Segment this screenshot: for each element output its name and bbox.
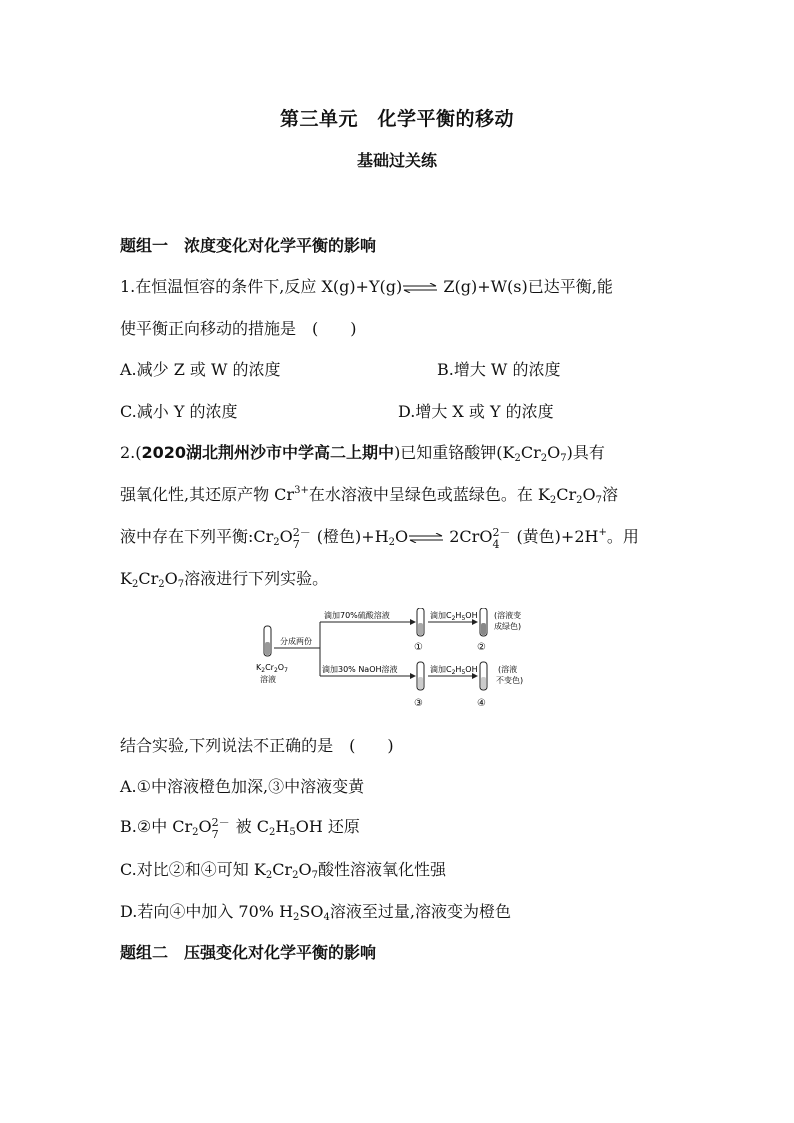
start-solution-label-a: $K_2Cr_2O_7$ [256,663,288,674]
q1-option-c: C.减小 Y 的浓度 [120,402,238,421]
q2-stem-after: 结合实验,下列说法不正确的是 ( ) [120,736,394,755]
q2-option-b: B.②中 $Cr_2O$ 2－ 7 被 $C_2H_5OH$ 还原 [120,815,360,841]
top-reagent-label: 滴加70%硫酸溶液 [324,611,390,620]
group1-heading: 题组一 浓度变化对化学平衡的影响 [120,236,377,255]
start-test-tube-icon [264,626,271,656]
mark-1: ① [414,642,423,653]
top-result-label-a: (溶液变 [494,611,522,620]
bottom-ethanol-label: 滴加$C_2H_5OH$ [430,665,478,676]
q2-stem-line1: 2.(2020湖北荆州沙市中学高二上期中)已知重铬酸钾$(K_2Cr_2O_7)$具有 [120,443,605,464]
q2-stem-line4: $K_2Cr_2O_7$溶液进行下列实验。 [120,569,329,590]
q2-option-a: A.①中溶液橙色加深,③中溶液变黄 [120,777,365,796]
bottom-result-label-b: 不变色) [496,676,524,685]
q1-stem-line1: 1.在恒温恒容的条件下,反应 X(g)+Y(g) Z(g)+W(s)已达平衡,能 [120,277,613,296]
mark-4: ④ [477,698,486,709]
q1-option-d: D.增大 X 或 Y 的浓度 [398,402,554,421]
tube-4-icon [480,662,487,690]
mark-2: ② [477,642,486,653]
q1-stem-line2: 使平衡正向移动的措施是 ( ) [120,319,357,338]
bottom-reagent-label: 滴加30% NaOH溶液 [322,665,398,674]
q2-option-c: C.对比②和④可知 $K_2Cr_2O_7$酸性溶液氧化性强 [120,860,446,881]
top-arrow-head-icon [410,619,416,625]
bottom-result-label-a: (溶液 [498,665,518,674]
bottom-arrow-head-icon [410,673,416,679]
tube-3-icon [417,662,424,690]
q2-source: 2020湖北荆州沙市中学高二上期中 [141,443,395,462]
q2-stem-line3: 液中存在下列平衡$:Cr_2O$ 2－ 7 (橙色)$+H_2O$ 2CrO 2－ 4 (黄色)+2H+。用 [120,525,639,551]
split-label: 分成两份 [280,637,312,646]
top-result-label-b: 成绿色) [494,622,522,631]
group2-heading: 题组二 压强变化对化学平衡的影响 [120,943,377,962]
mark-3: ③ [414,698,423,709]
tube-2-icon [480,608,487,636]
tube-1-icon [417,608,424,636]
q2-option-d: D.若向④中加入 70% $H_2SO_4$溶液至过量,溶液变为橙色 [120,902,511,923]
equilibrium-arrow-icon [408,533,444,543]
page-title: 第三单元 化学平衡的移动 [279,108,514,130]
top-ethanol-label: 滴加$C_2H_5OH$ [430,611,478,622]
start-solution-label-b: 溶液 [260,675,276,684]
q1-option-b: B.增大 W 的浓度 [437,360,561,379]
equilibrium-arrow-icon [402,283,438,293]
page-subtitle: 基础过关练 [356,151,437,170]
experiment-diagram [250,608,550,720]
q1-option-a: A.减少 Z 或 W 的浓度 [120,360,281,379]
q2-stem-line2: 强氧化性,其还原产物 $Cr^{3+}$在水溶液中呈绿色或蓝绿色。在 $K_2Cr_2O_7$溶 [120,485,619,506]
